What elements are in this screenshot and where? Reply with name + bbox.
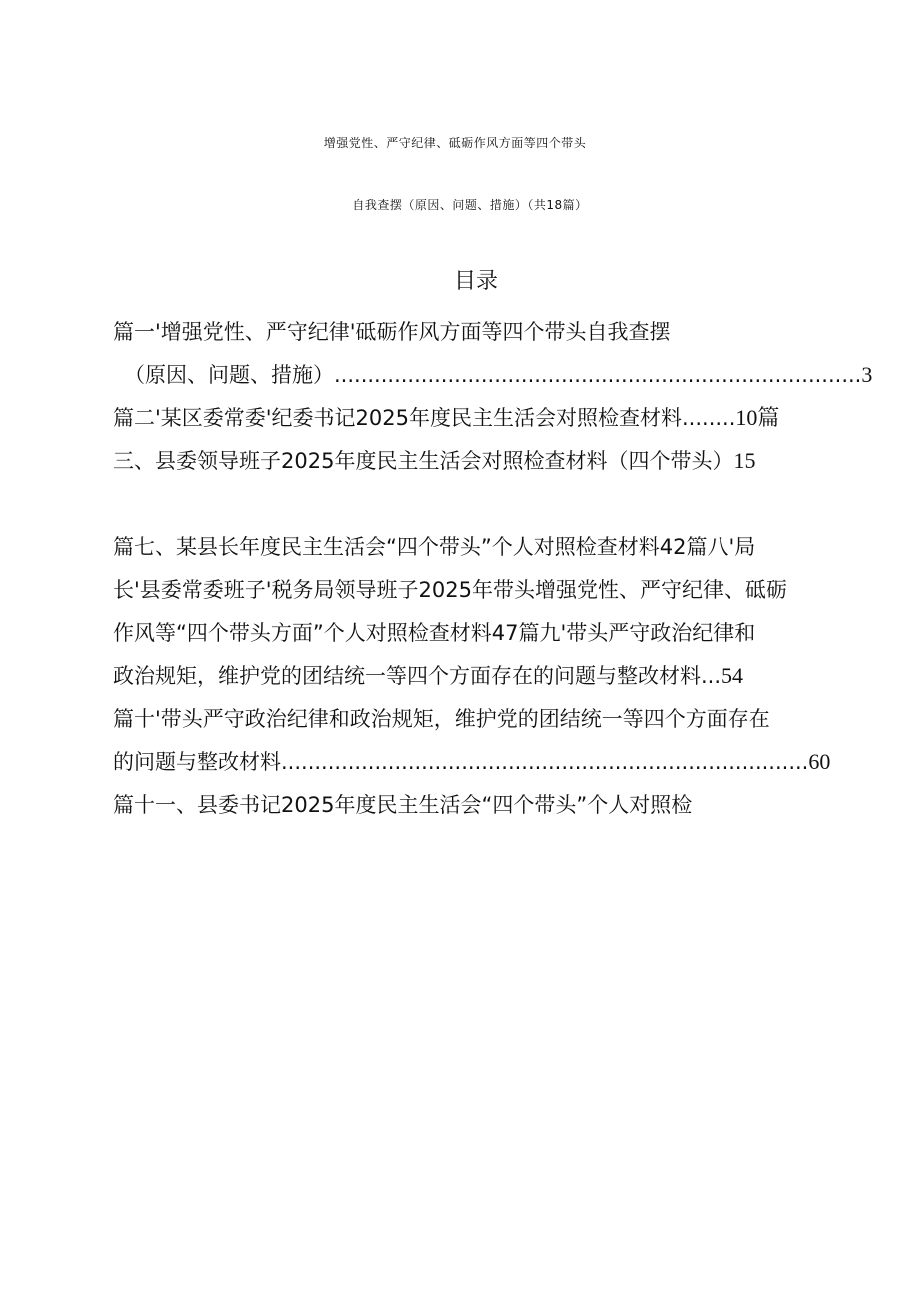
toc-page-number: 15 (733, 448, 756, 473)
toc-line (113, 533, 755, 561)
toc-line (113, 619, 755, 647)
toc-line (113, 318, 671, 346)
toc-line-text: 篇十一、县委书记2025年度民主生活会“四个带头”个人对照检 (113, 793, 693, 817)
toc-line-text: 长'县委常委班子'税务局领导班子2025年带头增强党性、严守纪律、砥砺 (113, 578, 787, 602)
toc-line (113, 576, 787, 604)
toc-line-text: 政治规矩，维护党的团结统一等四个方面存在的问题与整改材料 (113, 664, 701, 688)
toc-line (113, 705, 770, 733)
toc-line-text: 篇七、某县长年度民主生活会“四个带头”个人对照检查材料42篇八'局 (113, 535, 756, 559)
toc-leader-dots: ............................................................................... (334, 363, 862, 387)
toc-line (113, 662, 743, 690)
document-title-line-2: 自我查摆（原因、问题、措施）（共18篇） (352, 198, 588, 212)
toc-line-text: （原因、问题、措施） (124, 363, 334, 387)
toc-line (113, 447, 755, 475)
document-title-line-1: 增强党性、严守纪律、砥砺作风方面等四个带头 (323, 136, 587, 150)
toc-page-number: 60 (808, 749, 831, 774)
toc-line-text: 篇十'带头严守政治纪律和政治规矩，维护党的团结统一等四个方面存在 (113, 707, 770, 731)
toc-page-number: 54 (721, 663, 744, 688)
toc-heading: 目录 (453, 269, 498, 294)
toc-line (113, 404, 779, 432)
toc-leader-dots: ............................................................................... (281, 750, 809, 774)
toc-line (113, 748, 830, 776)
toc-line (113, 791, 692, 819)
toc-line (124, 361, 872, 389)
toc-leader-dots: ... (701, 664, 722, 688)
toc-line-text: 的问题与整改材料 (113, 750, 281, 774)
toc-line-text: 作风等“四个带头方面”个人对照检查材料47篇九'带头严守政治纪律和 (113, 621, 756, 645)
toc-line-text: 三、县委领导班子2025年度民主生活会对照检查材料（四个带头） (113, 449, 734, 473)
toc-line-text: 篇二'某区委常委'纪委书记2025年度民主生活会对照检查材料 (113, 406, 682, 430)
toc-leader-dots: ........ (682, 406, 736, 430)
toc-line-text: 篇一'增强党性、严守纪律'砥砺作风方面等四个带头自我查摆 (113, 320, 671, 344)
toc-page-number: 10篇 (735, 405, 780, 430)
toc-page-number: 3 (861, 362, 873, 387)
